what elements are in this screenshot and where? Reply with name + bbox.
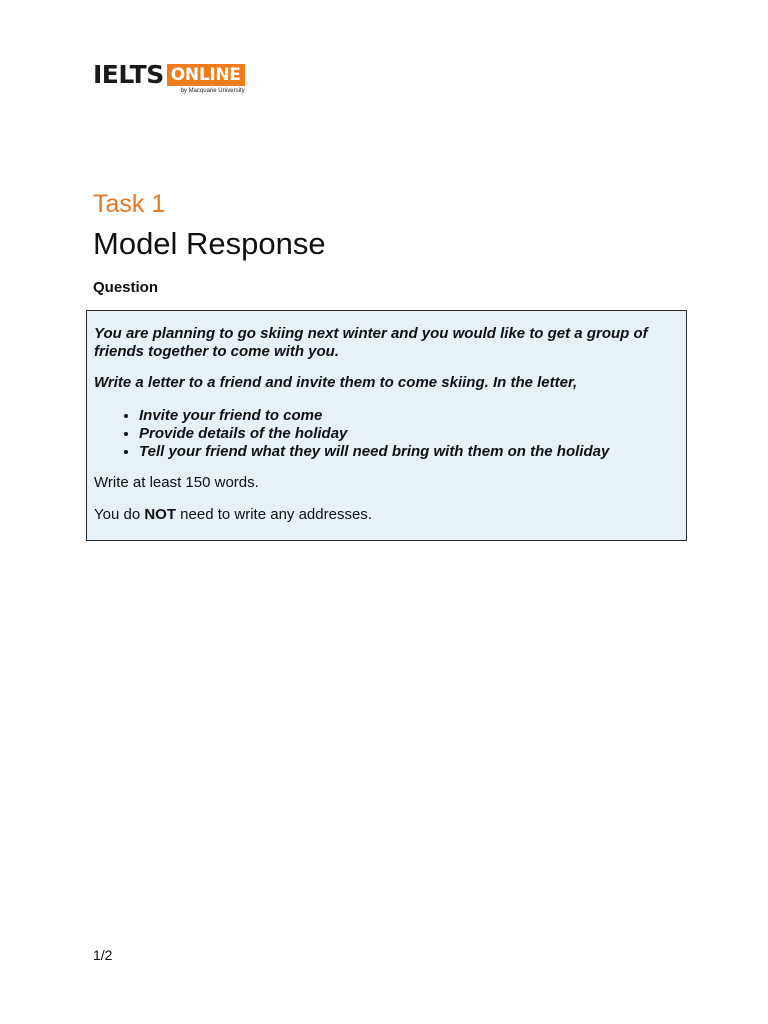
logo-online-badge: ONLINE <box>167 64 245 86</box>
question-instruction: Write a letter to a friend and invite them to come skiing. In the letter, <box>94 374 578 391</box>
logo-byline: by Macquarie University <box>180 88 245 94</box>
address-note-emphasis: NOT <box>144 506 177 523</box>
word-count-note: Write at least 150 words. <box>94 474 259 491</box>
section-label-question: Question <box>93 279 159 296</box>
question-intro: You are planning to go skiing next winter and you would like to get a group of friends together to come with you. <box>94 325 648 360</box>
address-note-prefix: You do <box>94 506 145 523</box>
list-item: • Tell your friend what they will need bring with them on the holiday <box>139 443 678 461</box>
question-points-list <box>94 407 678 461</box>
question-box <box>86 310 687 541</box>
list-item: • Provide details of the holiday <box>139 425 678 443</box>
task-label: Task 1 <box>93 190 166 218</box>
logo-brand-text: IELTS <box>93 60 164 89</box>
list-item: • Invite your friend to come <box>139 407 678 425</box>
page-title: Model Response <box>93 226 326 261</box>
page-number: 1/2 <box>93 947 113 963</box>
logo-badge-group <box>167 62 245 95</box>
address-note <box>94 506 678 524</box>
ielts-online-logo <box>93 62 245 96</box>
address-note-suffix: need to write any addresses. <box>176 506 372 523</box>
